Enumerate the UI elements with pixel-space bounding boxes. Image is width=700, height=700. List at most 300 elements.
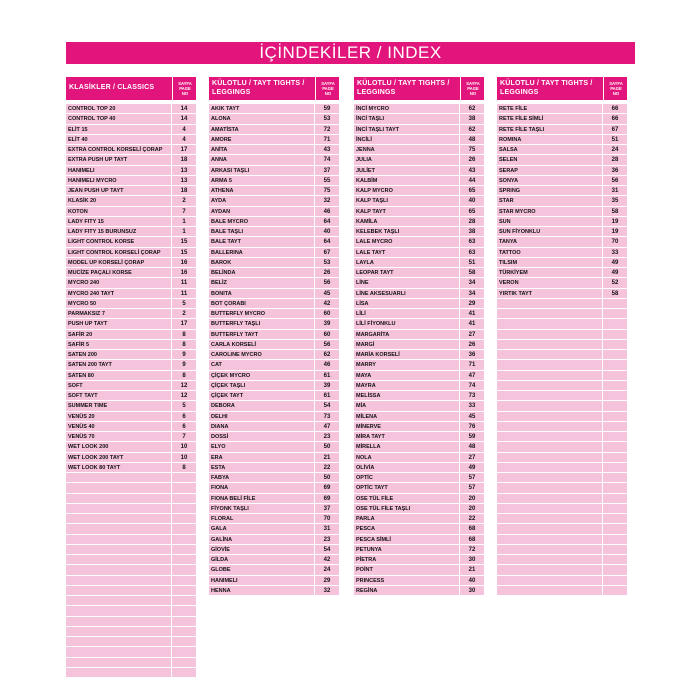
table-row (66, 278, 196, 288)
page-number: 17 (172, 145, 196, 154)
product-name: AMATİSTA (209, 125, 314, 134)
page-number (603, 483, 627, 492)
product-name (66, 627, 171, 636)
table-row (354, 196, 484, 206)
product-name: LADY FITY 15 (66, 217, 171, 226)
table-row (497, 473, 627, 483)
product-name (66, 504, 171, 513)
page-number: 56 (315, 340, 339, 349)
product-name: OPTİC TAYT (354, 483, 459, 492)
table-row (354, 494, 484, 504)
product-name: MYCRO 240 TAYT (66, 289, 171, 298)
page-number: 1 (172, 217, 196, 226)
product-name: KAMİLA (354, 217, 459, 226)
product-name: İNCİ MYCRO (354, 104, 459, 113)
page-number: 49 (603, 258, 627, 267)
table-row (354, 483, 484, 493)
table-row (497, 586, 627, 596)
page-number: 58 (603, 207, 627, 216)
table-row (66, 504, 196, 514)
table-row (497, 401, 627, 411)
table-row (497, 412, 627, 422)
product-name: VENÜS 40 (66, 422, 171, 431)
page-number (603, 340, 627, 349)
page-number: 58 (603, 289, 627, 298)
product-name (497, 412, 602, 421)
table-row (497, 258, 627, 268)
product-name: ALONA (209, 114, 314, 123)
table-row (209, 309, 339, 319)
product-name: CARLA KORSELİ (209, 340, 314, 349)
table-row (497, 166, 627, 176)
page-number: 30 (460, 555, 484, 564)
page-number: 58 (460, 268, 484, 277)
page-number: 68 (460, 535, 484, 544)
table-row (354, 360, 484, 370)
product-name: CONTROL TOP 40 (66, 114, 171, 123)
page-number (172, 483, 196, 492)
product-name: LİSA (354, 299, 459, 308)
page-number-header (603, 77, 628, 100)
page-number: 39 (315, 381, 339, 390)
table-row (354, 114, 484, 124)
table-row (209, 155, 339, 165)
page-number (603, 524, 627, 533)
column-header-title: KÜLOTLU / TAYT TIGHTS / LEGGINGS (357, 80, 450, 96)
product-name (497, 514, 602, 523)
page-number: 11 (172, 289, 196, 298)
table-row (209, 494, 339, 504)
page-number: 19 (603, 217, 627, 226)
table-row (354, 268, 484, 278)
table-row (497, 135, 627, 145)
table-row (497, 381, 627, 391)
product-name (497, 555, 602, 564)
product-name: FIONA BELİ FİLE (209, 494, 314, 503)
page-number: 36 (460, 350, 484, 359)
product-name: JEAN PUSH UP TAYT (66, 186, 171, 195)
product-name (497, 299, 602, 308)
product-name: PARLA (354, 514, 459, 523)
table-row (209, 524, 339, 534)
product-name: CAT (209, 360, 314, 369)
table-row (66, 299, 196, 309)
page-number (172, 576, 196, 585)
page-number: 10 (172, 442, 196, 451)
page-number: 37 (315, 504, 339, 513)
page-number (603, 412, 627, 421)
table-row (354, 545, 484, 555)
page-number: 9 (172, 360, 196, 369)
table-row (497, 227, 627, 237)
product-name: DELHI (209, 412, 314, 421)
page-number: 59 (460, 432, 484, 441)
page-number: 12 (172, 391, 196, 400)
page-number: 8 (172, 463, 196, 472)
table-row (66, 617, 196, 627)
page-number (603, 442, 627, 451)
table-row (209, 125, 339, 135)
table-row (497, 104, 627, 114)
page-number: 47 (315, 422, 339, 431)
product-name: PETUNYA (354, 545, 459, 554)
page-number: 62 (460, 104, 484, 113)
page-number: 46 (315, 360, 339, 369)
product-name: SERAP (497, 166, 602, 175)
page-number: 71 (460, 360, 484, 369)
table-row (497, 278, 627, 288)
table-row (66, 135, 196, 145)
product-name: ELİT 15 (66, 125, 171, 134)
table-row (66, 442, 196, 452)
product-name (497, 350, 602, 359)
page-number: 32 (315, 586, 339, 595)
page-header-line: PAGE (322, 86, 334, 91)
index-rows (66, 104, 196, 678)
product-name (66, 576, 171, 585)
page-number: 72 (460, 545, 484, 554)
table-row (66, 401, 196, 411)
product-name: LAYLA (354, 258, 459, 267)
page-number: 16 (172, 258, 196, 267)
page-number: 73 (460, 391, 484, 400)
table-row (209, 135, 339, 145)
index-rows (497, 104, 627, 596)
page-header-line: SAYFA (178, 81, 192, 86)
table-row (209, 350, 339, 360)
page-number: 67 (315, 248, 339, 257)
page-number: 6 (172, 422, 196, 431)
product-name (497, 586, 602, 595)
table-row (66, 258, 196, 268)
table-row (66, 524, 196, 534)
table-row (354, 391, 484, 401)
table-row (354, 278, 484, 288)
page-number: 56 (315, 278, 339, 287)
page-number (603, 319, 627, 328)
product-name: PRINCESS (354, 576, 459, 585)
product-name: RETE FİLE SİMLİ (497, 114, 602, 123)
product-name: VENÜS 70 (66, 432, 171, 441)
table-row (354, 258, 484, 268)
table-row (66, 104, 196, 114)
page-number: 33 (460, 401, 484, 410)
table-row (66, 586, 196, 596)
product-name: SATEN 200 TAYT (66, 360, 171, 369)
page-number: 30 (460, 586, 484, 595)
table-row (209, 299, 339, 309)
product-name (497, 360, 602, 369)
product-name: BELİZ (209, 278, 314, 287)
page-number: 1 (172, 227, 196, 236)
product-name: ROMINA (497, 135, 602, 144)
page-number: 41 (460, 309, 484, 318)
table-row (354, 576, 484, 586)
page-number-header (315, 77, 340, 100)
product-name: NOLA (354, 453, 459, 462)
page-number: 24 (315, 565, 339, 574)
product-name: KALBİM (354, 176, 459, 185)
column-header (209, 77, 339, 100)
table-row (209, 371, 339, 381)
product-name: ANNA (209, 155, 314, 164)
page-number: 37 (315, 166, 339, 175)
page-number: 52 (603, 278, 627, 287)
page-number: 57 (460, 473, 484, 482)
product-name: SOFT (66, 381, 171, 390)
page-number: 47 (460, 371, 484, 380)
product-name: HANIMELI (66, 166, 171, 175)
product-name (497, 453, 602, 462)
page-number (172, 524, 196, 533)
product-name: SOFT TAYT (66, 391, 171, 400)
product-name: KALP MYCRO (354, 186, 459, 195)
page-number: 62 (315, 350, 339, 359)
page-number: 26 (315, 268, 339, 277)
table-row (497, 248, 627, 258)
page-number: 41 (460, 319, 484, 328)
page-number: 49 (460, 463, 484, 472)
page-number (603, 350, 627, 359)
table-row (497, 545, 627, 555)
page-number (603, 330, 627, 339)
page-number: 22 (315, 463, 339, 472)
page-number: 7 (172, 207, 196, 216)
table-row (497, 125, 627, 135)
page-number: 38 (460, 114, 484, 123)
page-number: 34 (460, 278, 484, 287)
product-name: HANIMELI MYCRO (66, 176, 171, 185)
page-number (603, 565, 627, 574)
table-row (66, 391, 196, 401)
product-name: SATEN 200 (66, 350, 171, 359)
page-number (603, 422, 627, 431)
product-name (66, 535, 171, 544)
table-row (354, 565, 484, 575)
product-name: BALE MYCRO (209, 217, 314, 226)
product-name: STAR (497, 196, 602, 205)
table-row (497, 371, 627, 381)
page-number: 64 (315, 237, 339, 246)
page-number (172, 617, 196, 626)
page-number-header (460, 77, 485, 100)
page-number: 56 (603, 176, 627, 185)
product-name: PESCA SİMLİ (354, 535, 459, 544)
product-name: FİYONK TAŞLI (209, 504, 314, 513)
page-number: 53 (315, 258, 339, 267)
product-name (497, 340, 602, 349)
page-number: 32 (315, 196, 339, 205)
table-row (209, 391, 339, 401)
product-name: MARGARİTA (354, 330, 459, 339)
page-number: 13 (172, 176, 196, 185)
product-name: İNCİ TAŞLI (354, 114, 459, 123)
page-number: 50 (315, 442, 339, 451)
page-number: 6 (172, 412, 196, 421)
product-name: BOT ÇORABI (209, 299, 314, 308)
product-name: SUMMER TIME (66, 401, 171, 410)
page-header-line: NO (469, 91, 477, 96)
page-number: 71 (315, 135, 339, 144)
page-number: 61 (315, 391, 339, 400)
product-name: BALE TAYT (209, 237, 314, 246)
product-name (66, 555, 171, 564)
page-number: 44 (460, 176, 484, 185)
product-name: AKIK TAYT (209, 104, 314, 113)
table-row (354, 473, 484, 483)
page-number: 18 (172, 155, 196, 164)
page-number (603, 494, 627, 503)
product-name: TÜRKİYEM (497, 268, 602, 277)
product-name: ATHENA (209, 186, 314, 195)
table-row (66, 555, 196, 565)
product-name: ÇİÇEK MYCRO (209, 371, 314, 380)
product-name: JULIA (354, 155, 459, 164)
page-number: 28 (603, 155, 627, 164)
product-name (497, 483, 602, 492)
product-name: KALP TAŞLI (354, 196, 459, 205)
product-name: VENÜS 20 (66, 412, 171, 421)
table-row (354, 166, 484, 176)
page-number: 14 (172, 104, 196, 113)
table-row (209, 248, 339, 258)
product-name: TATTOO (497, 248, 602, 257)
page-number: 5 (172, 299, 196, 308)
page-number: 70 (315, 514, 339, 523)
product-name (66, 545, 171, 554)
product-name (497, 524, 602, 533)
page-number (603, 381, 627, 390)
table-row (497, 565, 627, 575)
table-row (354, 299, 484, 309)
page-header-line: PAGE (610, 86, 622, 91)
page-number: 27 (460, 330, 484, 339)
page-number (172, 658, 196, 667)
product-name: TANYA (497, 237, 602, 246)
table-row (354, 422, 484, 432)
page-number: 42 (315, 555, 339, 564)
page-number (172, 565, 196, 574)
page-number (603, 514, 627, 523)
table-row (66, 422, 196, 432)
table-row (209, 186, 339, 196)
table-row (354, 186, 484, 196)
table-row (66, 412, 196, 422)
column-header-title: KÜLOTLU / TAYT TIGHTS / LEGGINGS (500, 80, 593, 96)
product-name: REGİNA (354, 586, 459, 595)
product-name: LİLİ FİYONKLU (354, 319, 459, 328)
product-name: LALE TAYT (354, 248, 459, 257)
page-number: 2 (172, 196, 196, 205)
page-number: 64 (315, 217, 339, 226)
page-number: 23 (315, 432, 339, 441)
table-row (354, 412, 484, 422)
product-name (497, 330, 602, 339)
table-row (497, 360, 627, 370)
page-title: İÇİNDEKİLER / INDEX (66, 42, 635, 64)
page-number: 28 (460, 217, 484, 226)
product-name: MARGİ (354, 340, 459, 349)
column-header (66, 77, 196, 100)
table-row (209, 412, 339, 422)
product-name: ESTA (209, 463, 314, 472)
page-number (603, 299, 627, 308)
page-number: 15 (172, 248, 196, 257)
page-number: 43 (315, 145, 339, 154)
table-row (209, 381, 339, 391)
product-name: SATEN 80 (66, 371, 171, 380)
table-row (497, 196, 627, 206)
page-number: 74 (460, 381, 484, 390)
page-number: 8 (172, 371, 196, 380)
product-name: YIRTIK TAYT (497, 289, 602, 298)
table-row (66, 176, 196, 186)
product-name: PARMAKSIZ 7 (66, 309, 171, 318)
table-row (209, 289, 339, 299)
table-row (354, 586, 484, 596)
table-row (66, 483, 196, 493)
product-name: LİLİ (354, 309, 459, 318)
table-row (66, 637, 196, 647)
table-row (497, 504, 627, 514)
product-name: SUN FİYONKLU (497, 227, 602, 236)
product-name: ÇİÇEK TAYT (209, 391, 314, 400)
table-row (66, 186, 196, 196)
table-row (209, 463, 339, 473)
table-row (66, 289, 196, 299)
product-name (66, 596, 171, 605)
page-number: 18 (172, 186, 196, 195)
page-number: 36 (603, 166, 627, 175)
table-row (497, 330, 627, 340)
page-header-line: NO (181, 91, 189, 96)
page-number: 75 (315, 186, 339, 195)
product-name: MARİA KORSELİ (354, 350, 459, 359)
page-number: 15 (172, 237, 196, 246)
page-number (603, 453, 627, 462)
table-row (209, 555, 339, 565)
table-row (354, 555, 484, 565)
product-name: KELEBEK TAŞLI (354, 227, 459, 236)
product-name: DOSSİ (209, 432, 314, 441)
page-number: 31 (603, 186, 627, 195)
page-number: 17 (172, 319, 196, 328)
page-number (172, 586, 196, 595)
table-row (66, 473, 196, 483)
product-name: PUSH UP TAYT (66, 319, 171, 328)
page-number (603, 504, 627, 513)
table-row (66, 565, 196, 575)
page-number: 69 (315, 494, 339, 503)
page-number: 43 (460, 166, 484, 175)
page-number: 45 (460, 412, 484, 421)
product-name: MİA (354, 401, 459, 410)
page-number: 19 (603, 227, 627, 236)
product-name: BONITA (209, 289, 314, 298)
page-number: 7 (172, 432, 196, 441)
product-name (497, 391, 602, 400)
table-row (209, 442, 339, 452)
page-number: 2 (172, 309, 196, 318)
table-row (66, 268, 196, 278)
table-row (209, 176, 339, 186)
product-name: WET LOOK 200 TAYT (66, 453, 171, 462)
table-row (66, 217, 196, 227)
page-number: 26 (460, 340, 484, 349)
table-row (354, 514, 484, 524)
product-name: İNCİLİ (354, 135, 459, 144)
table-row (209, 330, 339, 340)
